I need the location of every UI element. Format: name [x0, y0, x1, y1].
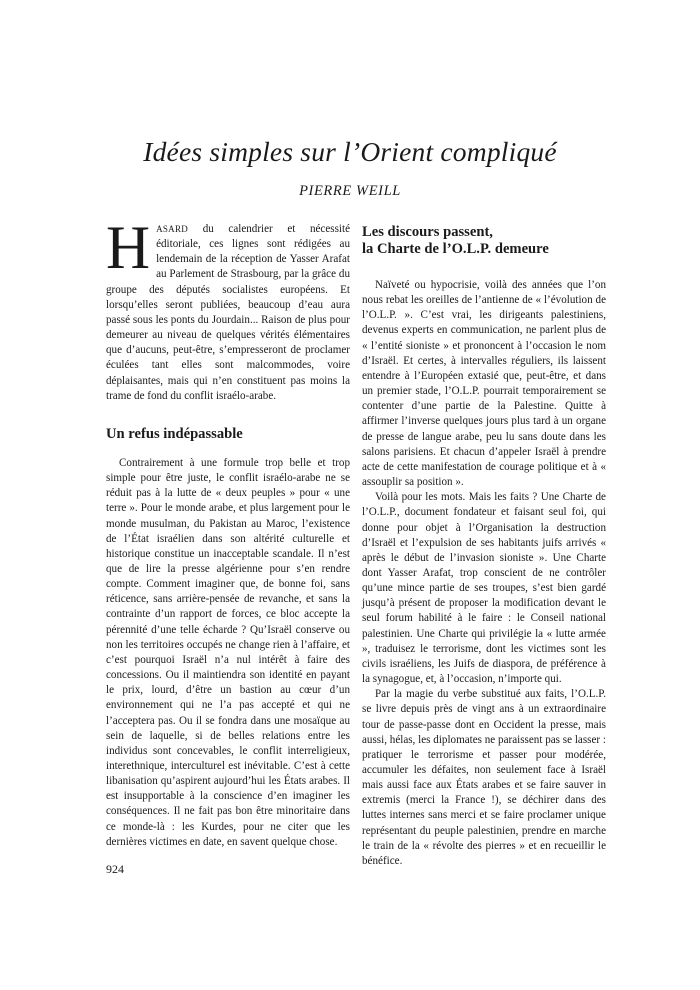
section-heading-refus: Un refus indépassable — [106, 425, 243, 442]
paragraph-naivete: Naïveté ou hypocrisie, voilà des années que l’on nous rebat les oreilles de l’antienne de « l’évolution de l’O.L.P. ». C’est vrai, les dirigeants palestiniens, devenus experts en communication, ne parlent plus de « l’entité sioniste » et prononcent à l’occasion le nom d’Israël. Et certes, à intervalles réguliers, ils laissent entendre à l’Européen extasié que, peut-être, et dans un premier stade, l’O.L.P. pourrait temporairement se contenter d’une partie de la Palestine. Quitte à affirmer l’inverse quelques jours plus tard à un organe de presse de langue arabe, peu lu sans doute dans les salons parisiens. Et chacun d’appeler Israël à prendre acte de cette manifestation de courage politique et à « assouplir sa position ». — [362, 279, 606, 489]
paragraph-mots: Voilà pour les mots. Mais les faits ? Une Charte de l’O.L.P., document fondateur et faisant seul foi, qui donne pour objet à l’Organisation la destruction d’Israël et l’expulsion de ses habitants juifs arrivés « après le début de l’invasion sioniste ». Une Charte dont Yasser Arafat, trop conscient de ne contrôler qu’une mince partie de ses troupes, s’est bien gardé jusqu’à présent de proposer la modification devant le seul forum habilité à le faire : le Conseil national palestinien. Une Charte qui privilégie la « lutte armée », traduisez le terrorisme, dont les victimes sont les civils israéliens, les Juifs de diaspora, de préférence à la synagogue, et, à l’occasion, n’importe qui. — [362, 491, 606, 686]
right-column — [362, 222, 606, 869]
section-heading-charte — [362, 224, 606, 258]
article-author: PIERRE WEILL — [299, 183, 401, 199]
heading-line-1: Les discours passent, — [362, 224, 493, 240]
drop-cap: H — [106, 215, 151, 282]
paragraph-refus: Contrairement à une formule trop belle et trop simple pour être juste, le conflit israélo-arabe ne se réduit pas à la lutte de « deux peuples » pour « une terre ». Pour le monde arabe, et plus largement pour le monde musulman, du Pakistan au Maroc, l’existence de l’État israélien dans son altérité culturelle et historique constitue un inacceptable scandale. Il n’est que de lire la presse algérienne pour s’en rendre compte. Comment imaginer que, de bonne foi, sans réticence, sans arrière-pensée de revanche, et sans la contrainte d’un rapport de forces, ce bloc accepte la pérennité d’une telle écharde ? Qu’Israël conserve ou non les territoires occupés ne change rien à l’affaire, et c’est pourquoi Israël n’a nul intérêt à faire des concessions. Ou il maintiendra son identité en payant le prix, lourd, d’être un bastion au cœur d’un environnement qui ne l’a pas accepté et qui ne l’acceptera pas. Ou il se fondra dans une mosaïque au sein de laquelle, si de belles relations entre les individus sont concevables, le conflit interreligieux, interethnique, interculturel est inévitable. C’est à cette libanisation qu’aspirent aujourd’hui les États arabes. Il est insupportable à la conscience d’en imaginer les conséquences. Il ne fait pas bon être minoritaire dans ce monde-là : les Kurdes, pour ne citer que les dernières victimes en date, en savent quelque chose. — [106, 456, 350, 848]
intro-paragraph — [106, 215, 350, 404]
intro-smallcaps: ASARD — [156, 224, 189, 234]
article-title: Idées simples sur l’Orient compliqué — [143, 136, 557, 167]
heading-line-2: la Charte de l’O.L.P. demeure — [362, 241, 549, 257]
left-column — [106, 215, 350, 850]
paragraph-magie: Par la magie du verbe substitué aux faits, l’O.L.P. se livre depuis près de vingt ans à un extraordinaire tour de passe-passe dont en Occident la presse, mais aussi, hélas, les diplomates ne paraissent pas se lasser : pratiquer le terrorisme et passer pour modérée, accumuler les défaites, non seulement face à Israël mais aussi face aux États arabes et se faire sauver in extremis (merci la France !), se déchirer dans des luttes internes sans merci et se faire proclamer unique représentant du peuple palestinien, prendre en marche le train de la « révolte des pierres » et en recueillir le bénéfice. — [362, 688, 606, 867]
intro-text: du calendrier et nécessité éditoriale, ces lignes sont rédigées au lendemain de la réception de Yasser Arafat au Parlement de Strasbourg, par la grâce du groupe des députés socialistes européens. Et lorsqu’elles seront publiées, beaucoup d’eau aura passé sous les ponts du Jourdain... Raison de plus pour demeurer au niveau de quelques vérités élémentaires que d’aucuns, peut-être, s’empresseront de proclamer éculées tant elles sont malcommodes, voire déplaisantes, mais qui n’en constituent pas moins la trame de fond du conflit israélo-arabe. — [106, 223, 350, 402]
page-number: 924 — [106, 862, 124, 876]
